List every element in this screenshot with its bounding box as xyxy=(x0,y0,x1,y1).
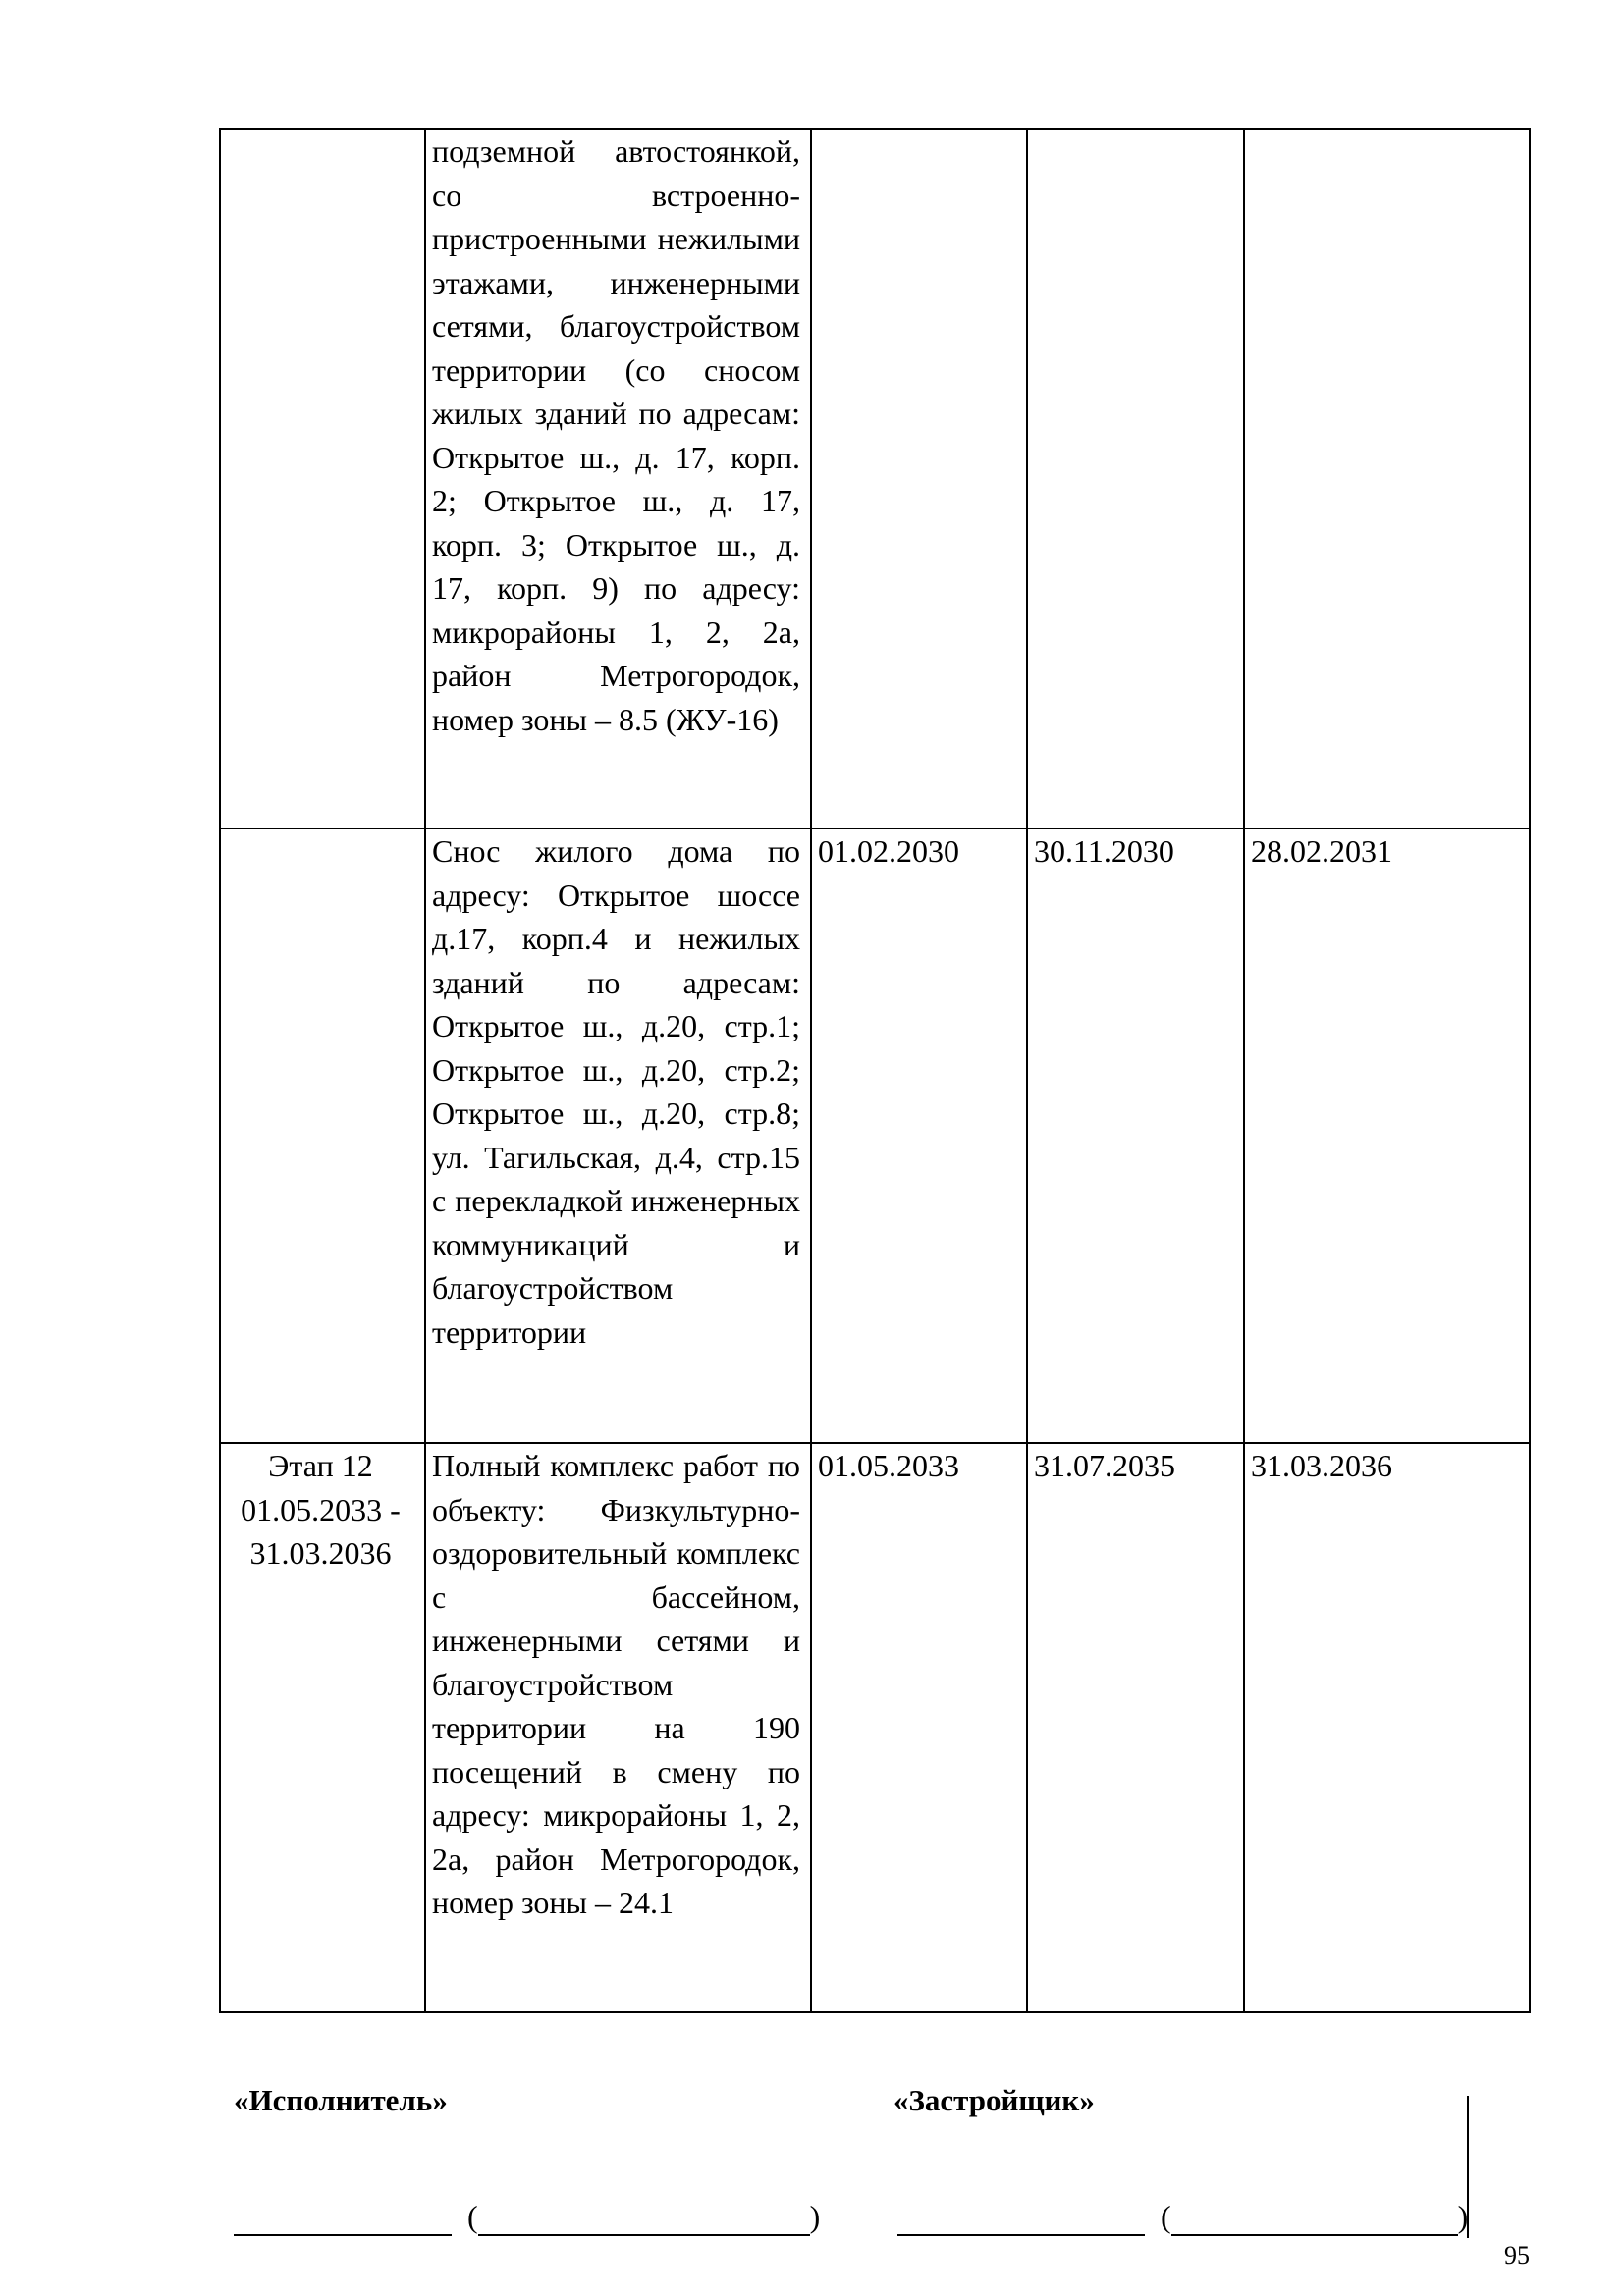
table-row xyxy=(220,1443,1530,2012)
work-description: Снос жилого дома по адресу: Открытое шоссе д.17, корп.4 и нежилых зданий по адресам: Открытое ш., д.20, стр.1; Открытое ш., д.20, стр.2; Открытое ш., д.20, стр.8; ул. Тагильская, д.4, стр.15 с перекладкой инженерных коммуникаций и благоустройством территории xyxy=(425,828,811,1443)
start-date: 01.02.2030 xyxy=(811,828,1027,1443)
deadline-date: 28.02.2031 xyxy=(1244,828,1530,1443)
close-paren: ) xyxy=(809,2199,821,2234)
table-row xyxy=(220,828,1530,1443)
end-date xyxy=(1027,129,1244,828)
work-description: подземной автостоянкой, со встроенно-пристроенными нежилыми этажами, инженерными сетями, благоустройством территории (со сносом жилых зданий по адресам: Открытое ш., д. 17, корп. 2; Открытое ш., д. 17, корп. 3; Открытое ш., д. 17, корп. 9) по адресу: микрорайоны 1, 2, 2а, район Метрогородок, номер зоны – 8.5 (ЖУ-16) xyxy=(425,129,811,828)
developer-name-line xyxy=(1171,2201,1458,2236)
executor-signature-block xyxy=(234,2197,820,2236)
start-date: 01.05.2033 xyxy=(811,1443,1027,2012)
table-row xyxy=(220,129,1530,828)
schedule-table xyxy=(219,128,1531,2013)
end-date: 31.07.2035 xyxy=(1027,1443,1244,2012)
end-date: 30.11.2030 xyxy=(1027,828,1244,1443)
close-paren: ) xyxy=(1457,2199,1469,2234)
stage-cell xyxy=(220,129,425,828)
executor-signature-line xyxy=(234,2201,452,2236)
stage-title: Этап 12 xyxy=(268,1448,373,1483)
work-description: Полный комплекс работ по объекту: Физкультурно-оздоровительный комплекс с бассейном, инженерными сетями и благоустройством территории на 190 посещений в смену по адресу: микрорайоны 1, 2, 2а, район Метрогородок, номер зоны – 24.1 xyxy=(425,1443,811,2012)
stage-period-end: 31.03.2036 xyxy=(249,1535,392,1571)
open-paren: ( xyxy=(1161,2199,1171,2234)
executor-label: «Исполнитель» xyxy=(234,2083,448,2117)
page-number: 95 xyxy=(1504,2241,1530,2269)
deadline-date: 31.03.2036 xyxy=(1244,1443,1530,2012)
start-date xyxy=(811,129,1027,828)
developer-label: «Застройщик» xyxy=(893,2083,1095,2117)
developer-signature-block xyxy=(897,2197,1468,2236)
open-paren: ( xyxy=(467,2199,478,2234)
developer-signature-line xyxy=(897,2201,1145,2236)
deadline-date xyxy=(1244,129,1530,828)
executor-name-line xyxy=(478,2201,810,2236)
stage-cell xyxy=(220,828,425,1443)
stage-period-start: 01.05.2033 - xyxy=(241,1491,401,1527)
stage-cell xyxy=(220,1443,425,2012)
